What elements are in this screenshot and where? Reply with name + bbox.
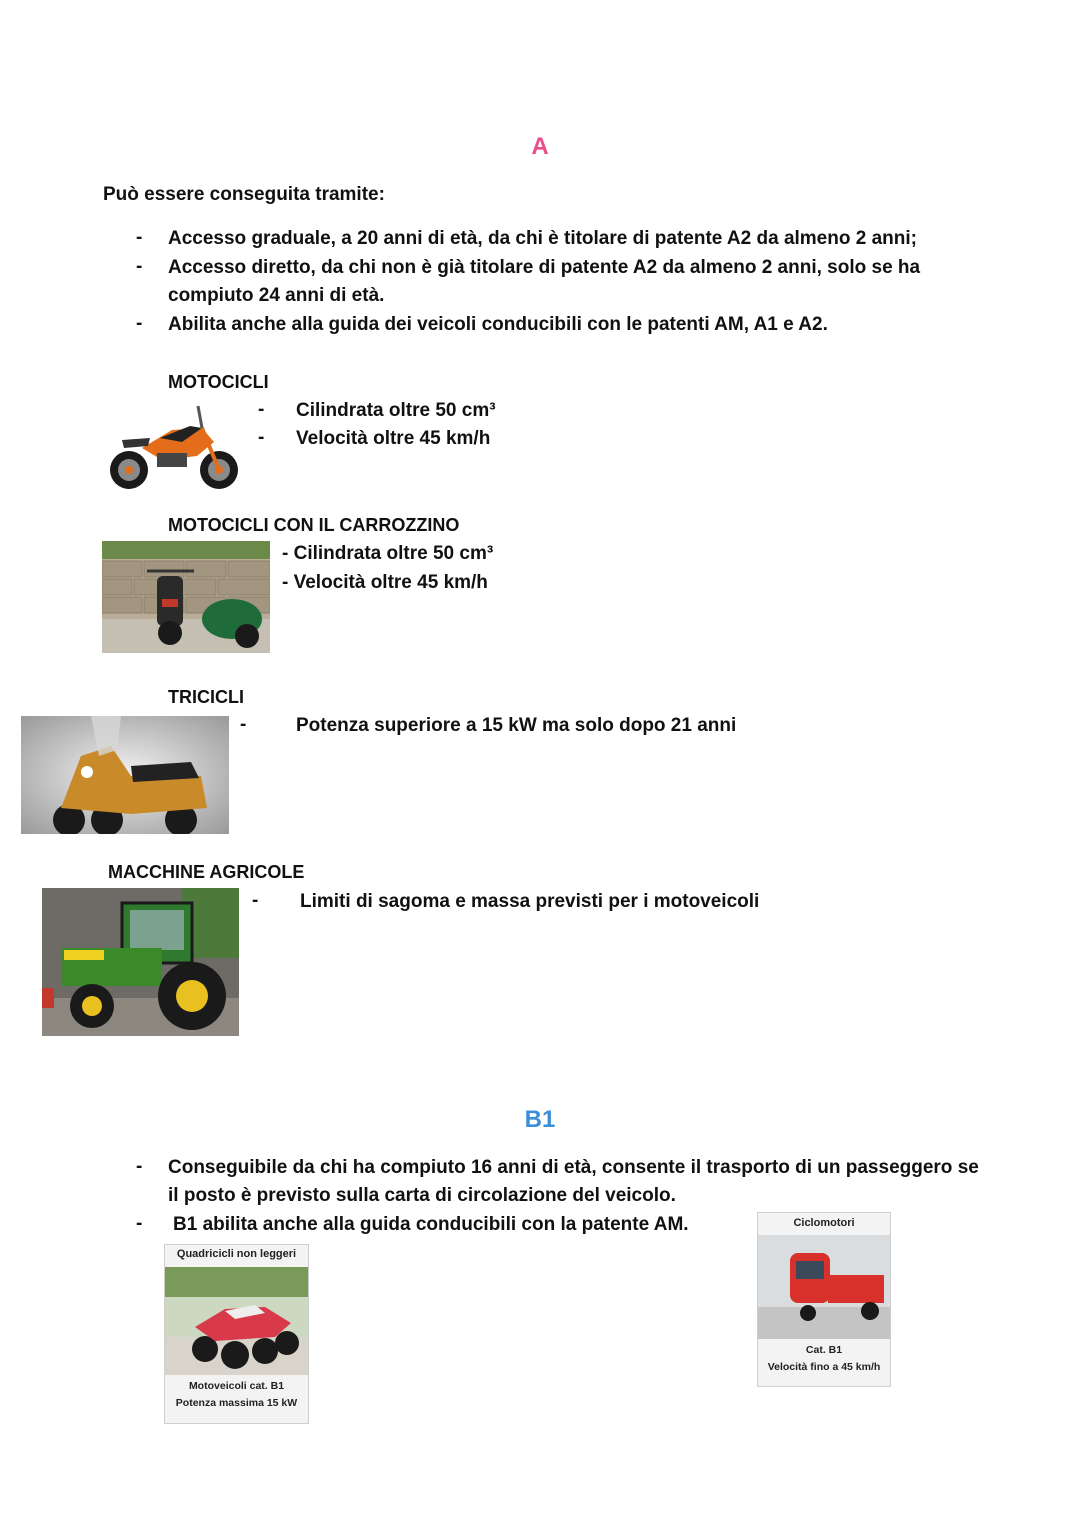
motocicli-title: MOTOCICLI [168,372,269,392]
motocicli-item-2: Velocità oltre 45 km/h [296,428,491,449]
motocicli-item-1: Cilindrata oltre 50 cm³ [296,400,496,421]
card-ciclo-line1: Cat. B1 [805,1344,843,1356]
tractor-photo [42,888,239,1036]
card-ciclo-top: Ciclomotori [793,1217,855,1229]
bullet-b1-2: B1 abilita anche alla guida conducibili con la patente AM. [173,1214,689,1235]
bullet-a-1: Accesso graduale, a 20 anni di età, da chi è titolare di patente A2 da almeno 2 anni; [168,228,917,249]
bullet-dash: - [240,714,247,735]
bullet-dash: - [258,399,265,420]
intro-text: Può essere conseguita tramite: [103,184,385,205]
bullet-a-3: Abilita anche alla guida dei veicoli conducibili con le patenti AM, A1 e A2. [168,314,828,335]
sidecar-photo [102,541,270,653]
agricole-item-1: Limiti di sagoma e massa previsti per i motoveicoli [300,891,760,912]
carrozzino-title: MOTOCICLI CON IL CARROZZINO [168,515,460,535]
bullet-a-2: Accesso diretto, da chi non è già titolare di patente A2 da almeno 2 anni, solo se ha [168,257,921,278]
quad-photo [165,1267,308,1375]
tricicli-title: TRICICLI [168,687,244,707]
bullet-dash: - [136,1213,143,1234]
bullet-dash: - [136,227,143,248]
card-quad-top: Quadricicli non leggeri [176,1248,297,1260]
tricycle-photo [21,716,229,834]
tricicli-item-1: Potenza superiore a 15 kW ma solo dopo 21 anni [296,715,737,736]
card-ciclo-line2: Velocità fino a 45 km/h [767,1361,881,1373]
bullet-dash: - [136,256,143,277]
card-quad-line2: Potenza massima 15 kW [175,1397,298,1409]
bullet-b1-1-cont: il posto è previsto sulla carta di circolazione del veicolo. [168,1185,676,1206]
agricole-title: MACCHINE AGRICOLE [108,862,305,882]
ape-photo [758,1235,890,1339]
card-quadricicli [164,1244,309,1424]
bullet-dash: - [136,313,143,334]
bullet-dash: - [252,890,259,911]
heading-b1: B1 [524,1106,556,1133]
motorcycle-photo [102,398,242,493]
bullet-b1-1: Conseguibile da chi ha compiuto 16 anni di età, consente il trasporto di un passeggero se [168,1157,979,1178]
bullet-dash: - [258,427,265,448]
bullet-dash: - [136,1156,143,1177]
carrozzino-item-2: - Velocità oltre 45 km/h [282,572,488,593]
heading-a: A [531,133,549,160]
carrozzino-item-1: - Cilindrata oltre 50 cm³ [282,543,494,564]
bullet-a-2-cont: compiuto 24 anni di età. [168,285,385,306]
card-quad-line1: Motoveicoli cat. B1 [188,1380,285,1392]
card-ciclomotori [757,1212,891,1387]
